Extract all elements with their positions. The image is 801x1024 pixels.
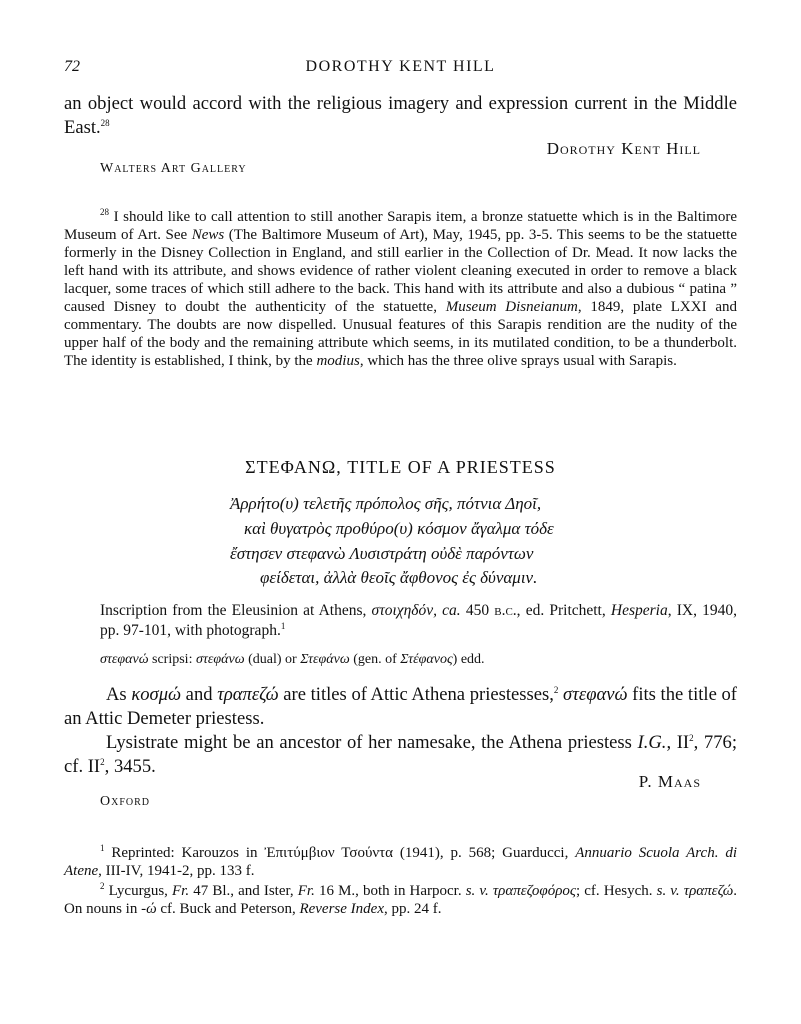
footnote-mark: 28 bbox=[100, 117, 110, 128]
author-signature: P. Maas bbox=[638, 772, 701, 791]
apparatus-criticus: στεφανώ scripsi: στεφάνω (dual) or Στεφάνω (gen. of Στέφανος) edd. bbox=[100, 652, 485, 667]
footnote-1: $^1$ Reprinted: Karouzos in Ἐπιτύμβιον Τσούντα (1941), p. 568; Guarducci, Annuario Scuola Arch. di Atene, III-IV, 1941-2, pp. 133 f. bbox=[64, 843, 737, 879]
page-number: 72 bbox=[64, 58, 80, 75]
body-paragraph: Lysistrate might be an ancestor of her namesake, the Athena priestess I.G., $II^2$, 776; cf. $II^2$, 3455. bbox=[64, 732, 737, 777]
verse-line: ἔστησεν στεφανὼ Λυσιστράτη οὐδὲ παρόντων bbox=[230, 544, 534, 563]
author-signature: Dorothy Kent Hill bbox=[546, 139, 701, 158]
article-title: ΣΤΕΦΑΝΩ, TITLE OF A PRIESTESS bbox=[245, 457, 556, 477]
author-affiliation: Oxford bbox=[100, 794, 151, 809]
inscription-source: Inscription from the Eleusinion at Athens, στοιχηδόν, ca. 450 b.c., ed. Pritchett, Hesperia, IX, 1940, pp. 97-101, with photograph.$^1$ bbox=[100, 602, 738, 639]
body-paragraph: As κοσμώ and τραπεζώ are titles of Attic Athena priestesses,$^2$ στεφανώ fits the title of an Attic Demeter priestess. bbox=[64, 684, 737, 729]
verse-line: Ἀρρήτο(υ) τελετῆς πρόπολος σῆς, πότνια Δηοῖ, bbox=[230, 494, 542, 513]
intro-paragraph: an object would accord with the religious imagery and expression current in the Middle East.$^{28}$ bbox=[64, 93, 737, 138]
running-head bbox=[64, 58, 737, 80]
author-affiliation: Walters Art Gallery bbox=[100, 161, 247, 176]
running-title: DOROTHY KENT HILL bbox=[305, 58, 496, 75]
verse-line: φείδεται, ἀλλὰ θεοῖς ἄφθονος ἐς δύναμιν. bbox=[260, 568, 538, 587]
footnote-28: $^{28}$ I should like to call attention to still another Sarapis item, a bronze statuette which is in the Baltimore Museum of Art. See News (The Baltimore Museum of Art), May, 1945, pp. 3-5. This seems to be the statuette formerly in the Disney Collection in England, and still earlier in the Collection of Dr. Mead. It now lacks the left hand with its attribute, and shows evidence of rather violent cleaning executed in order to remove a black lacquer, some traces of which still adhere to the back. This hand with its attribute and also a dubious “ patina ” caused Disney to doubt the authenticity of the statuette, Museum Disneianum, 1849, plate LXXI and commentary. The doubts are now dispelled. Unusual features of this Sarapis rendition are the nudity of the upper half of the body and the remaining attribute which seems, in its mutilated condition, to be a thunderbolt. The identity is established, I think, by the modius, which has the three olive sprays usual with Sarapis. bbox=[64, 207, 738, 369]
footnote-2: $^2$ Lycurgus, Fr. 47 Bl., and Ister, Fr. 16 M., both in Harpocr. s. v. τραπεζοφόρος; cf. Hesych. s. v. τραπεζώ. On nouns in -ώ cf. Buck and Peterson, Reverse Index, pp. 24 f. bbox=[64, 881, 738, 917]
verse-line: καὶ θυγατρὸς προθύρο(υ) κόσμον ἄγαλμα τόδε bbox=[244, 519, 554, 538]
